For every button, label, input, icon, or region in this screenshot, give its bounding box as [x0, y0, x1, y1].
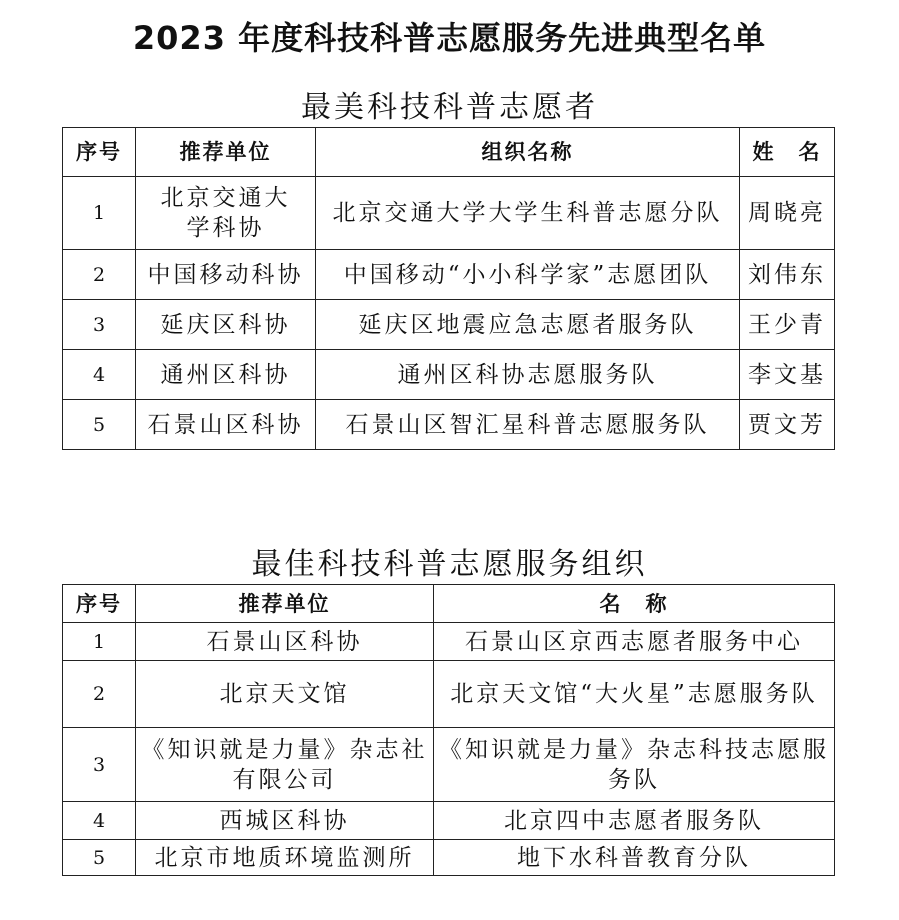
- row-unit: 石景山区科协: [136, 400, 316, 450]
- table-header-row: [63, 585, 835, 623]
- section-title-organizations: 最佳科技科普志愿服务组织: [251, 547, 648, 582]
- row-no: 4: [63, 350, 136, 400]
- header-unit: 推荐单位: [136, 585, 434, 623]
- header-name: 姓 名: [740, 128, 835, 177]
- table-row: [63, 661, 835, 728]
- row-name: 贾文芳: [740, 400, 835, 450]
- row-unit: 北京交通大学科协: [136, 177, 316, 250]
- row-no: 2: [63, 250, 136, 300]
- row-no: 4: [63, 802, 136, 840]
- document-title: 2023 年度科技科普志愿服务先进典型名单: [132, 19, 767, 57]
- header-no: 序号: [63, 128, 136, 177]
- row-name: 王少青: [740, 300, 835, 350]
- section-title-volunteers: 最美科技科普志愿者: [301, 90, 598, 125]
- row-name: 北京四中志愿者服务队: [434, 802, 835, 840]
- table-row: [63, 623, 835, 661]
- row-no: 1: [63, 177, 136, 250]
- header-name: 名 称: [434, 585, 835, 623]
- table-row: [63, 400, 835, 450]
- table-row: [63, 250, 835, 300]
- row-unit: 延庆区科协: [136, 300, 316, 350]
- row-unit: 石景山区科协: [136, 623, 434, 661]
- volunteers-table: [62, 127, 835, 450]
- row-no: 5: [63, 400, 136, 450]
- table-row: [63, 350, 835, 400]
- table-row: [63, 802, 835, 840]
- row-no: 1: [63, 623, 136, 661]
- organizations-table: [62, 584, 835, 876]
- row-name: 石景山区京西志愿者服务中心: [434, 623, 835, 661]
- row-unit: 中国移动科协: [136, 250, 316, 300]
- header-no: 序号: [63, 585, 136, 623]
- row-name: 刘伟东: [740, 250, 835, 300]
- header-unit: 推荐单位: [136, 128, 316, 177]
- row-name: 《知识就是力量》杂志科技志愿服务队: [434, 728, 835, 802]
- row-no: 2: [63, 661, 136, 728]
- row-unit: 通州区科协: [136, 350, 316, 400]
- row-no: 3: [63, 728, 136, 802]
- row-unit: 西城区科协: [136, 802, 434, 840]
- table-row: [63, 177, 835, 250]
- table-row: [63, 300, 835, 350]
- row-org: 石景山区智汇星科普志愿服务队: [316, 400, 740, 450]
- row-name: 李文基: [740, 350, 835, 400]
- table-row: [63, 840, 835, 876]
- row-org: 中国移动“小小科学家”志愿团队: [316, 250, 740, 300]
- table-row: [63, 728, 835, 802]
- row-unit: 北京市地质环境监测所: [136, 840, 434, 876]
- row-name: 地下水科普教育分队: [434, 840, 835, 876]
- row-no: 3: [63, 300, 136, 350]
- header-org: 组织名称: [316, 128, 740, 177]
- row-org: 北京交通大学大学生科普志愿分队: [316, 177, 740, 250]
- row-org: 延庆区地震应急志愿者服务队: [316, 300, 740, 350]
- row-name: 周晓亮: [740, 177, 835, 250]
- row-unit: 《知识就是力量》杂志社有限公司: [136, 728, 434, 802]
- row-no: 5: [63, 840, 136, 876]
- row-name: 北京天文馆“大火星”志愿服务队: [434, 661, 835, 728]
- table-header-row: [63, 128, 835, 177]
- row-org: 通州区科协志愿服务队: [316, 350, 740, 400]
- row-unit: 北京天文馆: [136, 661, 434, 728]
